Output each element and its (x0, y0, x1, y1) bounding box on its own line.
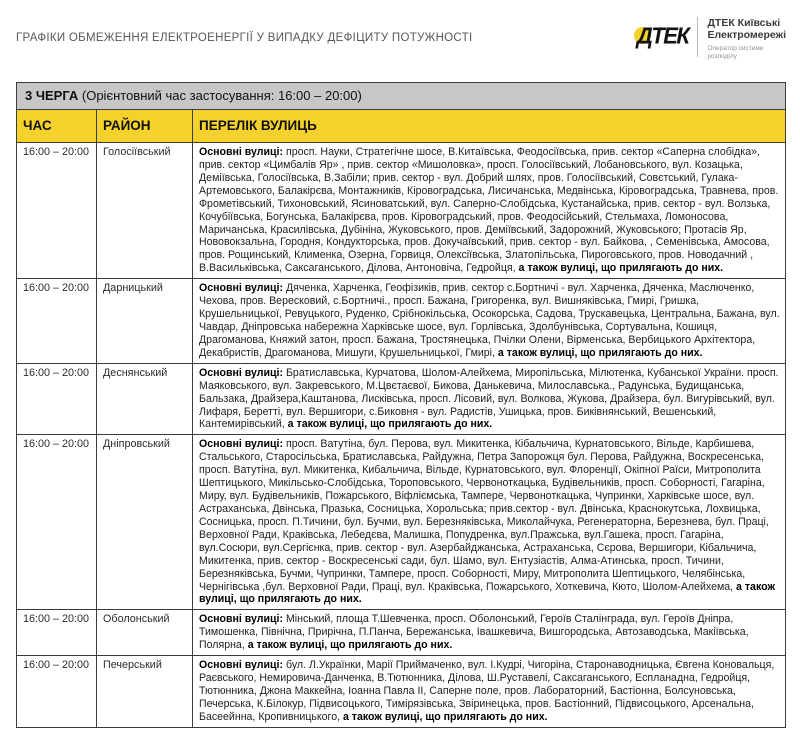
time-cell: 16:00 – 20:00 (17, 610, 97, 655)
dtek-logo (637, 16, 786, 61)
table-row (17, 143, 785, 279)
streets-cell (193, 279, 785, 363)
column-header-streets: ПЕРЕЛІК ВУЛИЦЬ (199, 118, 317, 133)
district-cell: Печерський (97, 656, 193, 727)
streets-cell (193, 435, 785, 609)
logo-text-block (707, 16, 786, 61)
time-cell: 16:00 – 20:00 (17, 143, 97, 278)
streets-prefix: Основні вулиці: (199, 146, 286, 158)
table-row (17, 279, 785, 364)
logo-subtitle-line2: розподілу (707, 52, 737, 60)
streets-body: Мінський, площа Т.Шевченка, просп. Оболонський, Героїв Сталінграда, вул. Героїв Дніпра, Тимошенка, Північна, Прирічна, П.Панча, Бережанська, Івашкевича, Вишгородська, Автозаводська, Макіївська, Полярна, (199, 613, 749, 652)
page-header (0, 0, 800, 72)
column-header-time: ЧАС (17, 110, 97, 142)
streets-cell (193, 610, 785, 655)
streets-body: просп. Ватутіна, бул. Перова, вул. Микитенка, Кібальчича, Курнатовського, Вільде, Карбишева, Стальського, Старосільська, Братиславська, Райдужна, Петра Запорожця бул. Перова, Райдужна, Воскресенська, просп. Ватутіна, вул. Микитенка, Кибальчича, Вільде, Курнатовського, вул. Флоренції, Окіпної Раїси, Митрополита Шептицького, Микільсько-Слобідська, Тороповського, Червоноткацька, Будівельників, просп. Соборності, Гагаріна, Миру, вул. Будівельників, Пожарського, Віфліємська, Тампере, Червоноткацька, Чупринки, Харківське шосе, вул. Астраханська, Двінська, Празька, Сосницька, Хорольська; прив.сектор - вул. Двінська, Краснокутська, Лохвицька, Сосницька, просп. П.Тичини, бул. Бучми, вул. Березняківська, Миколайчука, Регенераторна, Березнева, бул. Праці, Верховної Ради, Краківська, Лебедєва, Малишка, Попудренка, вул.Пражська, вул.Гашека, просп. Гагаріна, вул.Сосюри, вул.Сергієнка, прив. сектор - вул. Азербайджанська, Астраханська, Сєрова, Вершигори, Кібальчича, Микитенка, прив. сектор - Воскресенські сади, бул. Шамо, вул. Ентузіастів, Алма-Атинська, просп. Тичини, Березняківська, Бучми, Чупринки, Тампере, просп. Соборності, Миру, Митрополита Шептицького, Челябінська, Чернігівська ,бул. Верховної Ради, Праці, вул. Краківська, Пожарського, Хоткевича, Кюто, Шолом-Алейхема, (199, 438, 769, 593)
district-cell: Оболонський (97, 610, 193, 655)
streets-prefix: Основні вулиці: (199, 613, 286, 626)
streets-prefix: Основні вулиці: (199, 282, 286, 295)
streets-suffix: а також вулиці, що прилягають до них. (497, 346, 703, 359)
district-cell: Дніпровський (97, 435, 193, 609)
table-row (17, 610, 785, 656)
logo-company-line1: ДТЕК Київські (707, 17, 781, 29)
table-row (17, 435, 785, 610)
district-cell: Деснянський (97, 364, 193, 435)
queue-subtitle: (Орієнтовний час застосування: 16:00 – 20:00) (81, 88, 362, 103)
streets-prefix: Основні вулиці: (199, 366, 286, 379)
streets-body: Братиславська, Курчатова, Шолом-Алейхема, Миропільська, Мілютенка, Кубанської України. просп. Маяковського, вул. Закревського, М.Цвєтаєвої, Бикова, Данькевича, Милославська., Радунська, Будищанська, Бальзака, Драйзера,Каштанова, Лисківська, просп. Лісовий, вул. Волкова, Жукова, Драйзера, бул. Вигурівський, вул. Лифаря, Беретті, вул. Вершигори, с.Биковня - вул. Радистів, Ушицька, пров. Биківнянський, Вешенський, Кантемирівський, (199, 366, 779, 431)
streets-body: Дяченка, Харченка, Геофізиків, прив. сектор с.Бортничі - вул. Харченка, Дяченка, Маслюченко, Чехова, пров. Вересковий, с.Бортничі., просп. Бажана, Григоренка, вул. Вишняківська, Гмирі, Гришка, Крушельницької, Ревуцького, Руденко, Срібнокільська, Осокорська, Садова, Трускавецька, Центральна, Бажана, вул. Чавдар, Дніпровська набережна Харківське шосе, вул. Горлівська, Здолбунівська, Сортувальна, Кошиця, Драгоманова, Княжий затон, просп. Бажана, Тростянецька, Пчілки Олени, Вірменська, Вербицького Архітектора, Декабристів, Драгоманова, Мишуги, Крушельницької, Гмирі, (199, 282, 780, 359)
streets-prefix: Основні вулиці: (199, 659, 286, 672)
streets-prefix: Основні вулиці: (199, 438, 286, 451)
document-title: ГРАФІКИ ОБМЕЖЕННЯ ЕЛЕКТРОЕНЕРГІЇ У ВИПАДКУ ДЕФІЦИТУ ПОТУЖНОСТІ (16, 32, 473, 44)
streets-cell (193, 656, 785, 727)
logo-subtitle-line1: Оператор системи (707, 44, 764, 52)
column-header-district: РАЙОН (97, 110, 193, 142)
streets-body: бул. Л.Українки, Марії Приймаченко, вул. І.Кудрі, Чигоріна, Старонаводницька, Євгена Коновальця, Раєвського, Немировича-Данченка, В.Тютюнника, Ділова, Ш.Руставелі, Саксаганського, Еспланадна, Гедройця, Тютюнника, Джона Маккейна, Іоанна Павла II, Саперне поле, пров. Лабораторний, Бастіонна, Болсуновська, Печерська, К.Білокур, Підвисоцького, Тимірязівська, Звіринецька, пров. Бастіонний, Підвисоцького, Арсенальна, Басеейнна, Кропивницького, (199, 659, 775, 723)
queue-band (17, 83, 785, 110)
streets-cell (193, 364, 785, 435)
logo-company-line2: Електромережі (707, 28, 786, 41)
time-cell: 16:00 – 20:00 (17, 435, 97, 609)
dtek-wordmark (637, 16, 689, 56)
streets-suffix: а також вулиці, що прилягають до них. (247, 639, 453, 652)
time-cell: 16:00 – 20:00 (17, 279, 97, 363)
logo-wordmark-text: ДТЕК (636, 22, 689, 49)
streets-suffix: а також вулиці, що прилягають до них. (287, 418, 493, 431)
time-cell: 16:00 – 20:00 (17, 364, 97, 435)
logo-divider (697, 17, 698, 57)
queue-title: 3 ЧЕРГА (25, 88, 79, 103)
time-cell: 16:00 – 20:00 (17, 656, 97, 727)
streets-suffix: а також вулиці, що прилягають до них. (342, 710, 548, 723)
streets-cell (193, 143, 785, 278)
table-row (17, 656, 785, 727)
district-cell: Дарницький (97, 279, 193, 363)
streets-body: просп. Науки, Стратегічне шосе, В.Китаївська, Феодосіївська, прив. сектор «Саперна слобідка», прив. сектор «Цимбалів Яр» , прив. сектор «Мишоловка», просп. Голосіївський, Лобановського, вул. Козацька, Деміївська, Голосіївська, В.Забіли; прив. сектор - вул. Добрий шлях, пров. Голосіївський, Совєтський, Гулака-Артемовського, Балакірєва, Монтажників, Кіровоградська, Лисичанська, Медвінська, Кіровоградська, Травнева, пров. Фрометівський, Тихоновський, Ясиноватський, вул. Саперно-Слобідська, Кустанайська, прив. сектор - вул. Волзька, Кочубіївська, Богунська, Балакірєва, пров. Кіровоградський, пров. Феодосійський, Стельмаха, Ломоносова, Маричанська, Красилівська, Дубініна, Жуковського, пров. Деміївський, Задорожний, Жуковського; Протасів Яр, Нововокзальна, Городня, Кондукторська, пров. Докучаївський, прив. сектор - вул. Байкова, , Семенівська, Амосова, пров. Рощинський, Клименка, Озерна, Горвиця, Олексіївська, Златопільська, Пироговського, пров. Новодачний , В.Васильківська, Саксаганського, Ділова, Антоновіча, Гедройця, (199, 146, 779, 275)
table-header-row (17, 110, 785, 143)
table-row (17, 364, 785, 436)
schedule-table (16, 82, 786, 728)
logo-subtitle (707, 45, 786, 61)
streets-suffix: а також вулиці, що прилягають до них. (199, 580, 775, 606)
streets-suffix: а також вулиці, що прилягають до них. (518, 262, 724, 275)
district-cell: Голосіївський (97, 143, 193, 278)
